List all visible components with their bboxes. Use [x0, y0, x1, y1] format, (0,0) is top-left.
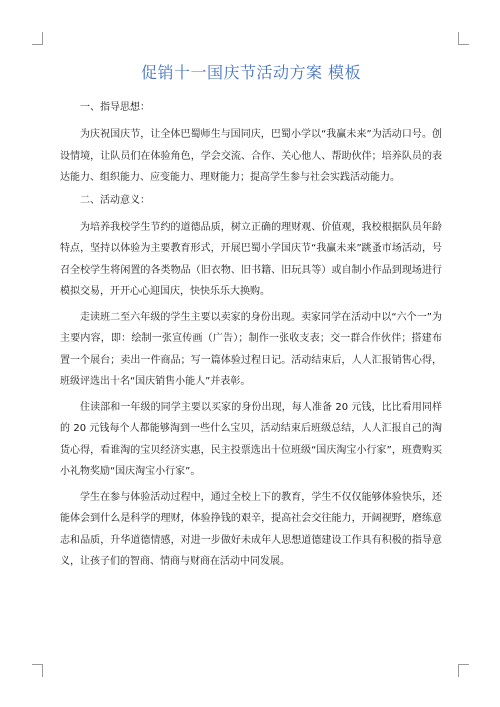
- corner-mark-top-left: [32, 32, 43, 45]
- paragraph-significance-3: 住读部和一年级的同学主要以买家的身份出现，每人准备 20 元钱，比比看用同样的 20 元钱每个人都能够淘到一些什么宝贝，活动结束后班级总结，人人汇报自己的淘货心得，看谁淘的宝贝经济实惠，民主投票选出十位班级“国庆淘宝小行家”，班费购买小礼物奖励“国庆淘宝小行家”。: [60, 401, 442, 477]
- section-heading-significance: 二、活动意义：: [80, 194, 150, 206]
- document-title: 促销十一国庆节活动方案 模板: [140, 63, 362, 82]
- corner-mark-bottom-right: [458, 664, 469, 677]
- corner-mark-bottom-left: [32, 664, 43, 677]
- paragraph-significance-1: 为培养我校学生节约的道德品质，树立正确的理财观、价值观，我校根据队员年龄特点，坚持以体验为主要教育形式，开展巴蜀小学国庆节“我赢未来”跳蚤市场活动，号召全校学生将闲置的各类物品（旧衣物、旧书籍、旧玩具等）或自制小作品到现场进行模拟交易，开开心心迎国庆，快快乐乐大换购。: [60, 221, 442, 297]
- paragraph-guiding-idea: 为庆祝国庆节，让全体巴蜀师生与国同庆，巴蜀小学以“我赢未来”为活动口号。创设情境，让队员们在体验角色，学会交流、合作、关心他人、帮助伙伴；培养队员的表达能力、组织能力、应变能力、理财能力；提高学生参与社会实践活动能力。: [60, 129, 442, 183]
- section-heading-guiding-idea: 一、指导思想：: [80, 102, 150, 113]
- paragraph-significance-2: 走读班二至六年级的学生主要以卖家的身份出现。卖家同学在活动中以“六个一”为主要内容，即：绘制一张宣传画（广告）；制作一张收支表；交一群合作伙伴；搭建布置一个展台；卖出一件商品；写一篇体验过程日记。活动结束后，人人汇报销售心得，班级评选出十名“国庆销售小能人”并表彰。: [60, 311, 442, 387]
- corner-mark-top-right: [458, 32, 469, 45]
- document-page: [60, 62, 442, 577]
- paragraph-significance-4: 学生在参与体验活动过程中，通过全校上下的教育，学生不仅仅能够体验快乐，还能体会到什么是科学的理财，体验挣钱的艰辛，提高社会交往能力，开阔视野，磨练意志和品质，升华道德情感，对进一步做好未成年人思想道德建设工作具有积极的指导意义，让孩子们的智商、情商与财商在活动中同发展。: [60, 491, 442, 567]
